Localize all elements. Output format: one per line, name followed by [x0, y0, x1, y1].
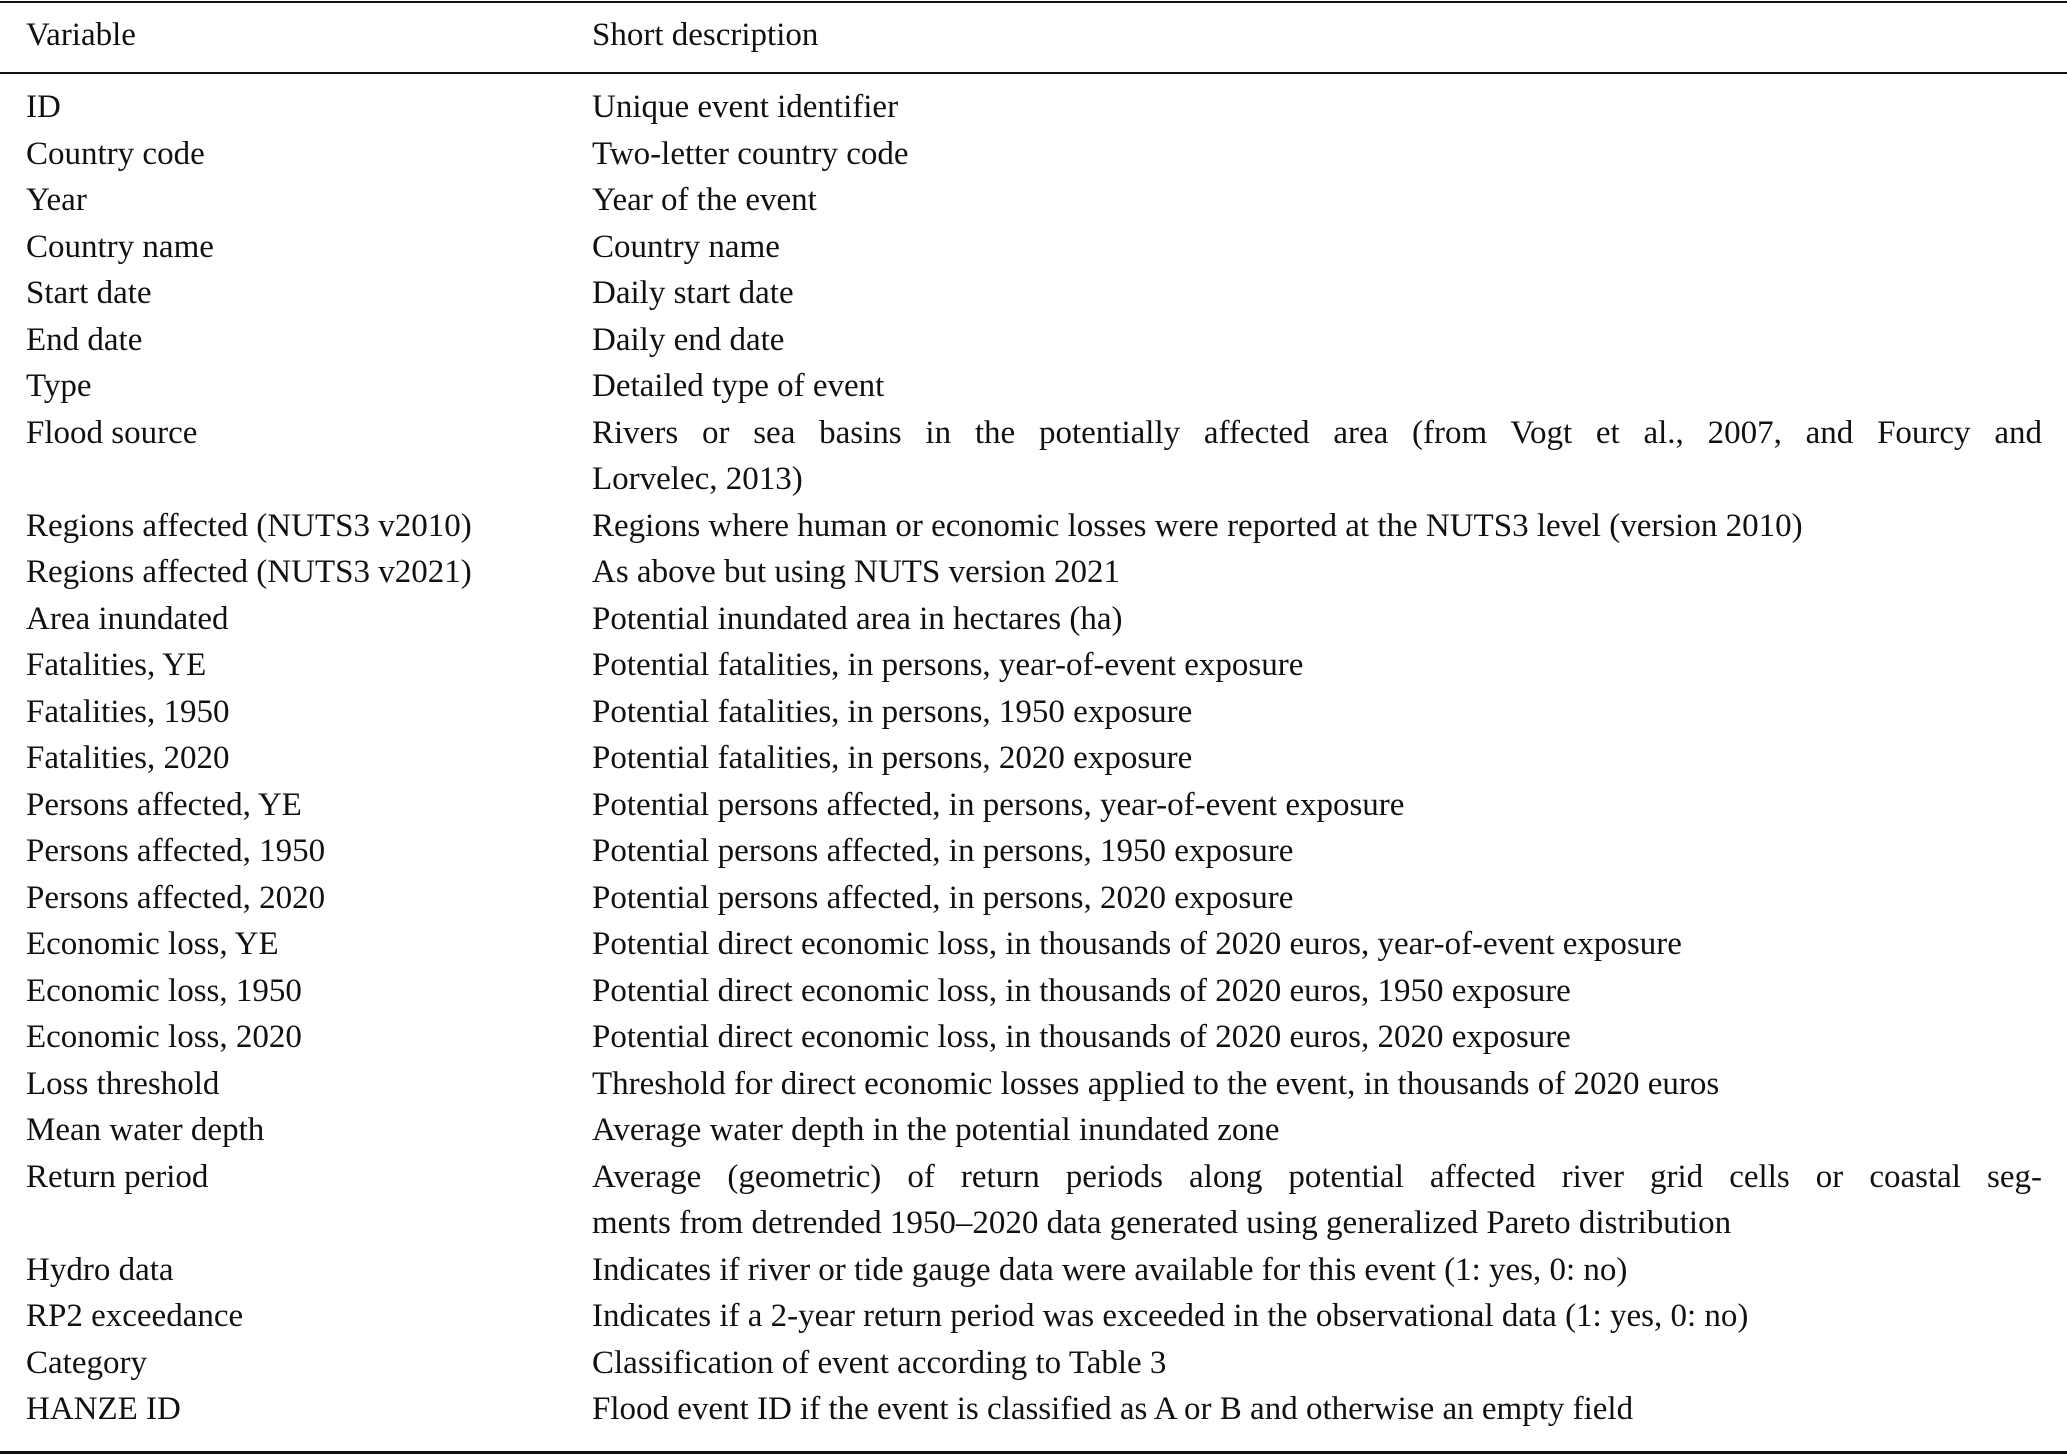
header-variable: Variable	[26, 17, 136, 53]
description-cell: Indicates if river or tide gauge data were available for this event (1: yes, 0: no)	[592, 1251, 1628, 1288]
table-row	[0, 363, 2067, 410]
table-row	[0, 1154, 2067, 1247]
description-cell: As above but using NUTS version 2021	[592, 554, 1120, 590]
table-row	[0, 177, 2067, 224]
table-row	[0, 270, 2067, 317]
variable-cell: Persons affected, 1950	[26, 833, 326, 869]
variable-cell: Category	[26, 1344, 147, 1381]
table-row	[0, 549, 2067, 596]
variable-cell: Persons affected, 2020	[26, 879, 326, 916]
variable-cell: Regions affected (NUTS3 v2021)	[26, 554, 472, 590]
table-body	[0, 84, 2067, 1433]
variable-cell: Start date	[26, 275, 152, 311]
variable-cell: Economic loss, YE	[26, 926, 279, 962]
description-cell	[592, 410, 2042, 503]
description-cell: Threshold for direct economic losses applied to the event, in thousands of 2020 euros	[592, 1065, 1720, 1102]
description-cell: Potential fatalities, in persons, 1950 exposure	[592, 693, 1193, 730]
description-cell: Potential fatalities, in persons, year-of-event exposure	[592, 647, 1304, 683]
variable-cell: Hydro data	[26, 1251, 174, 1288]
description-cell: Potential persons affected, in persons, year-of-event exposure	[592, 786, 1405, 823]
table-row	[0, 689, 2067, 736]
table-row	[0, 828, 2067, 875]
description-line-2: ments from detrended 1950–2020 data generated using generalized Pareto distribution	[592, 1205, 1732, 1241]
description-cell: Potential direct economic loss, in thousands of 2020 euros, 2020 exposure	[592, 1019, 1571, 1055]
description-cell: Detailed type of event	[592, 368, 885, 404]
table-row	[0, 317, 2067, 364]
variable-cell: Flood source	[26, 414, 198, 451]
variable-cell: Regions affected (NUTS3 v2010)	[26, 507, 472, 544]
table-row	[0, 1061, 2067, 1108]
description-cell: Potential persons affected, in persons, 1950 exposure	[592, 833, 1294, 869]
variable-cell: Mean water depth	[26, 1112, 265, 1148]
table-row	[0, 875, 2067, 922]
table-row	[0, 84, 2067, 131]
table-row	[0, 782, 2067, 829]
table-row	[0, 1293, 2067, 1340]
variable-cell: HANZE ID	[26, 1391, 181, 1427]
table-row	[0, 735, 2067, 782]
variable-cell: Economic loss, 1950	[26, 972, 302, 1009]
variable-cell: Persons affected, YE	[26, 786, 302, 823]
table-row	[0, 1014, 2067, 1061]
table-row	[0, 921, 2067, 968]
description-cell: Potential persons affected, in persons, 2020 exposure	[592, 879, 1294, 916]
description-cell: Classification of event according to Table 3	[592, 1344, 1167, 1381]
description-cell: Daily end date	[592, 321, 785, 358]
variable-cell: Fatalities, YE	[26, 647, 207, 683]
table-bottom-rule	[0, 1451, 2067, 1454]
variable-cell: Area inundated	[26, 600, 229, 637]
description-cell	[592, 1154, 2042, 1247]
table-row	[0, 410, 2067, 503]
variable-cell: Year	[26, 182, 87, 218]
description-cell: Year of the event	[592, 182, 817, 218]
table-header-row	[0, 12, 2067, 58]
description-cell: Country name	[592, 228, 780, 265]
description-cell: Daily start date	[592, 275, 794, 311]
table-row	[0, 596, 2067, 643]
description-cell: Potential direct economic loss, in thousands of 2020 euros, 1950 exposure	[592, 972, 1571, 1009]
table-row	[0, 224, 2067, 271]
table-row	[0, 1107, 2067, 1154]
variable-cell: Loss threshold	[26, 1065, 220, 1102]
table-row	[0, 968, 2067, 1015]
description-cell: Flood event ID if the event is classified as A or B and otherwise an empty field	[592, 1391, 1634, 1427]
variable-cell: Fatalities, 1950	[26, 693, 230, 730]
description-cell: Two-letter country code	[592, 135, 909, 172]
variable-cell: End date	[26, 321, 143, 358]
description-cell: Potential direct economic loss, in thousands of 2020 euros, year-of-event exposure	[592, 926, 1682, 962]
table-row	[0, 131, 2067, 178]
description-line-2: Lorvelec, 2013)	[592, 461, 803, 497]
table-row	[0, 1340, 2067, 1387]
description-cell: Regions where human or economic losses were reported at the NUTS3 level (version 2010)	[592, 507, 1803, 544]
table-row	[0, 1247, 2067, 1294]
variable-cell: RP2 exceedance	[26, 1298, 244, 1334]
variable-cell: ID	[26, 89, 61, 125]
description-line-1: Rivers or sea basins in the potentially affected area (from Vogt et al., 2007, and Fourcy and	[592, 414, 2042, 451]
description-cell: Average water depth in the potential inundated zone	[592, 1112, 1280, 1148]
description-line-1: Average (geometric) of return periods along potential affected river grid cells or coastal seg-	[592, 1158, 2042, 1195]
variable-cell: Fatalities, 2020	[26, 740, 230, 776]
variable-cell: Economic loss, 2020	[26, 1019, 302, 1055]
table-row	[0, 1386, 2067, 1433]
description-cell: Indicates if a 2-year return period was exceeded in the observational data (1: yes, 0: no)	[592, 1298, 1749, 1334]
variable-cell: Return period	[26, 1158, 209, 1195]
description-cell: Potential inundated area in hectares (ha)	[592, 600, 1123, 637]
table-row	[0, 642, 2067, 689]
variable-cell: Country name	[26, 228, 214, 265]
table-top-rule	[0, 1, 2067, 3]
table-row	[0, 503, 2067, 550]
table-header-rule	[0, 72, 2067, 74]
description-cell: Unique event identifier	[592, 89, 899, 125]
header-description: Short description	[592, 17, 819, 53]
variable-cell: Type	[26, 368, 92, 404]
description-cell: Potential fatalities, in persons, 2020 exposure	[592, 740, 1193, 776]
variable-cell: Country code	[26, 135, 205, 172]
